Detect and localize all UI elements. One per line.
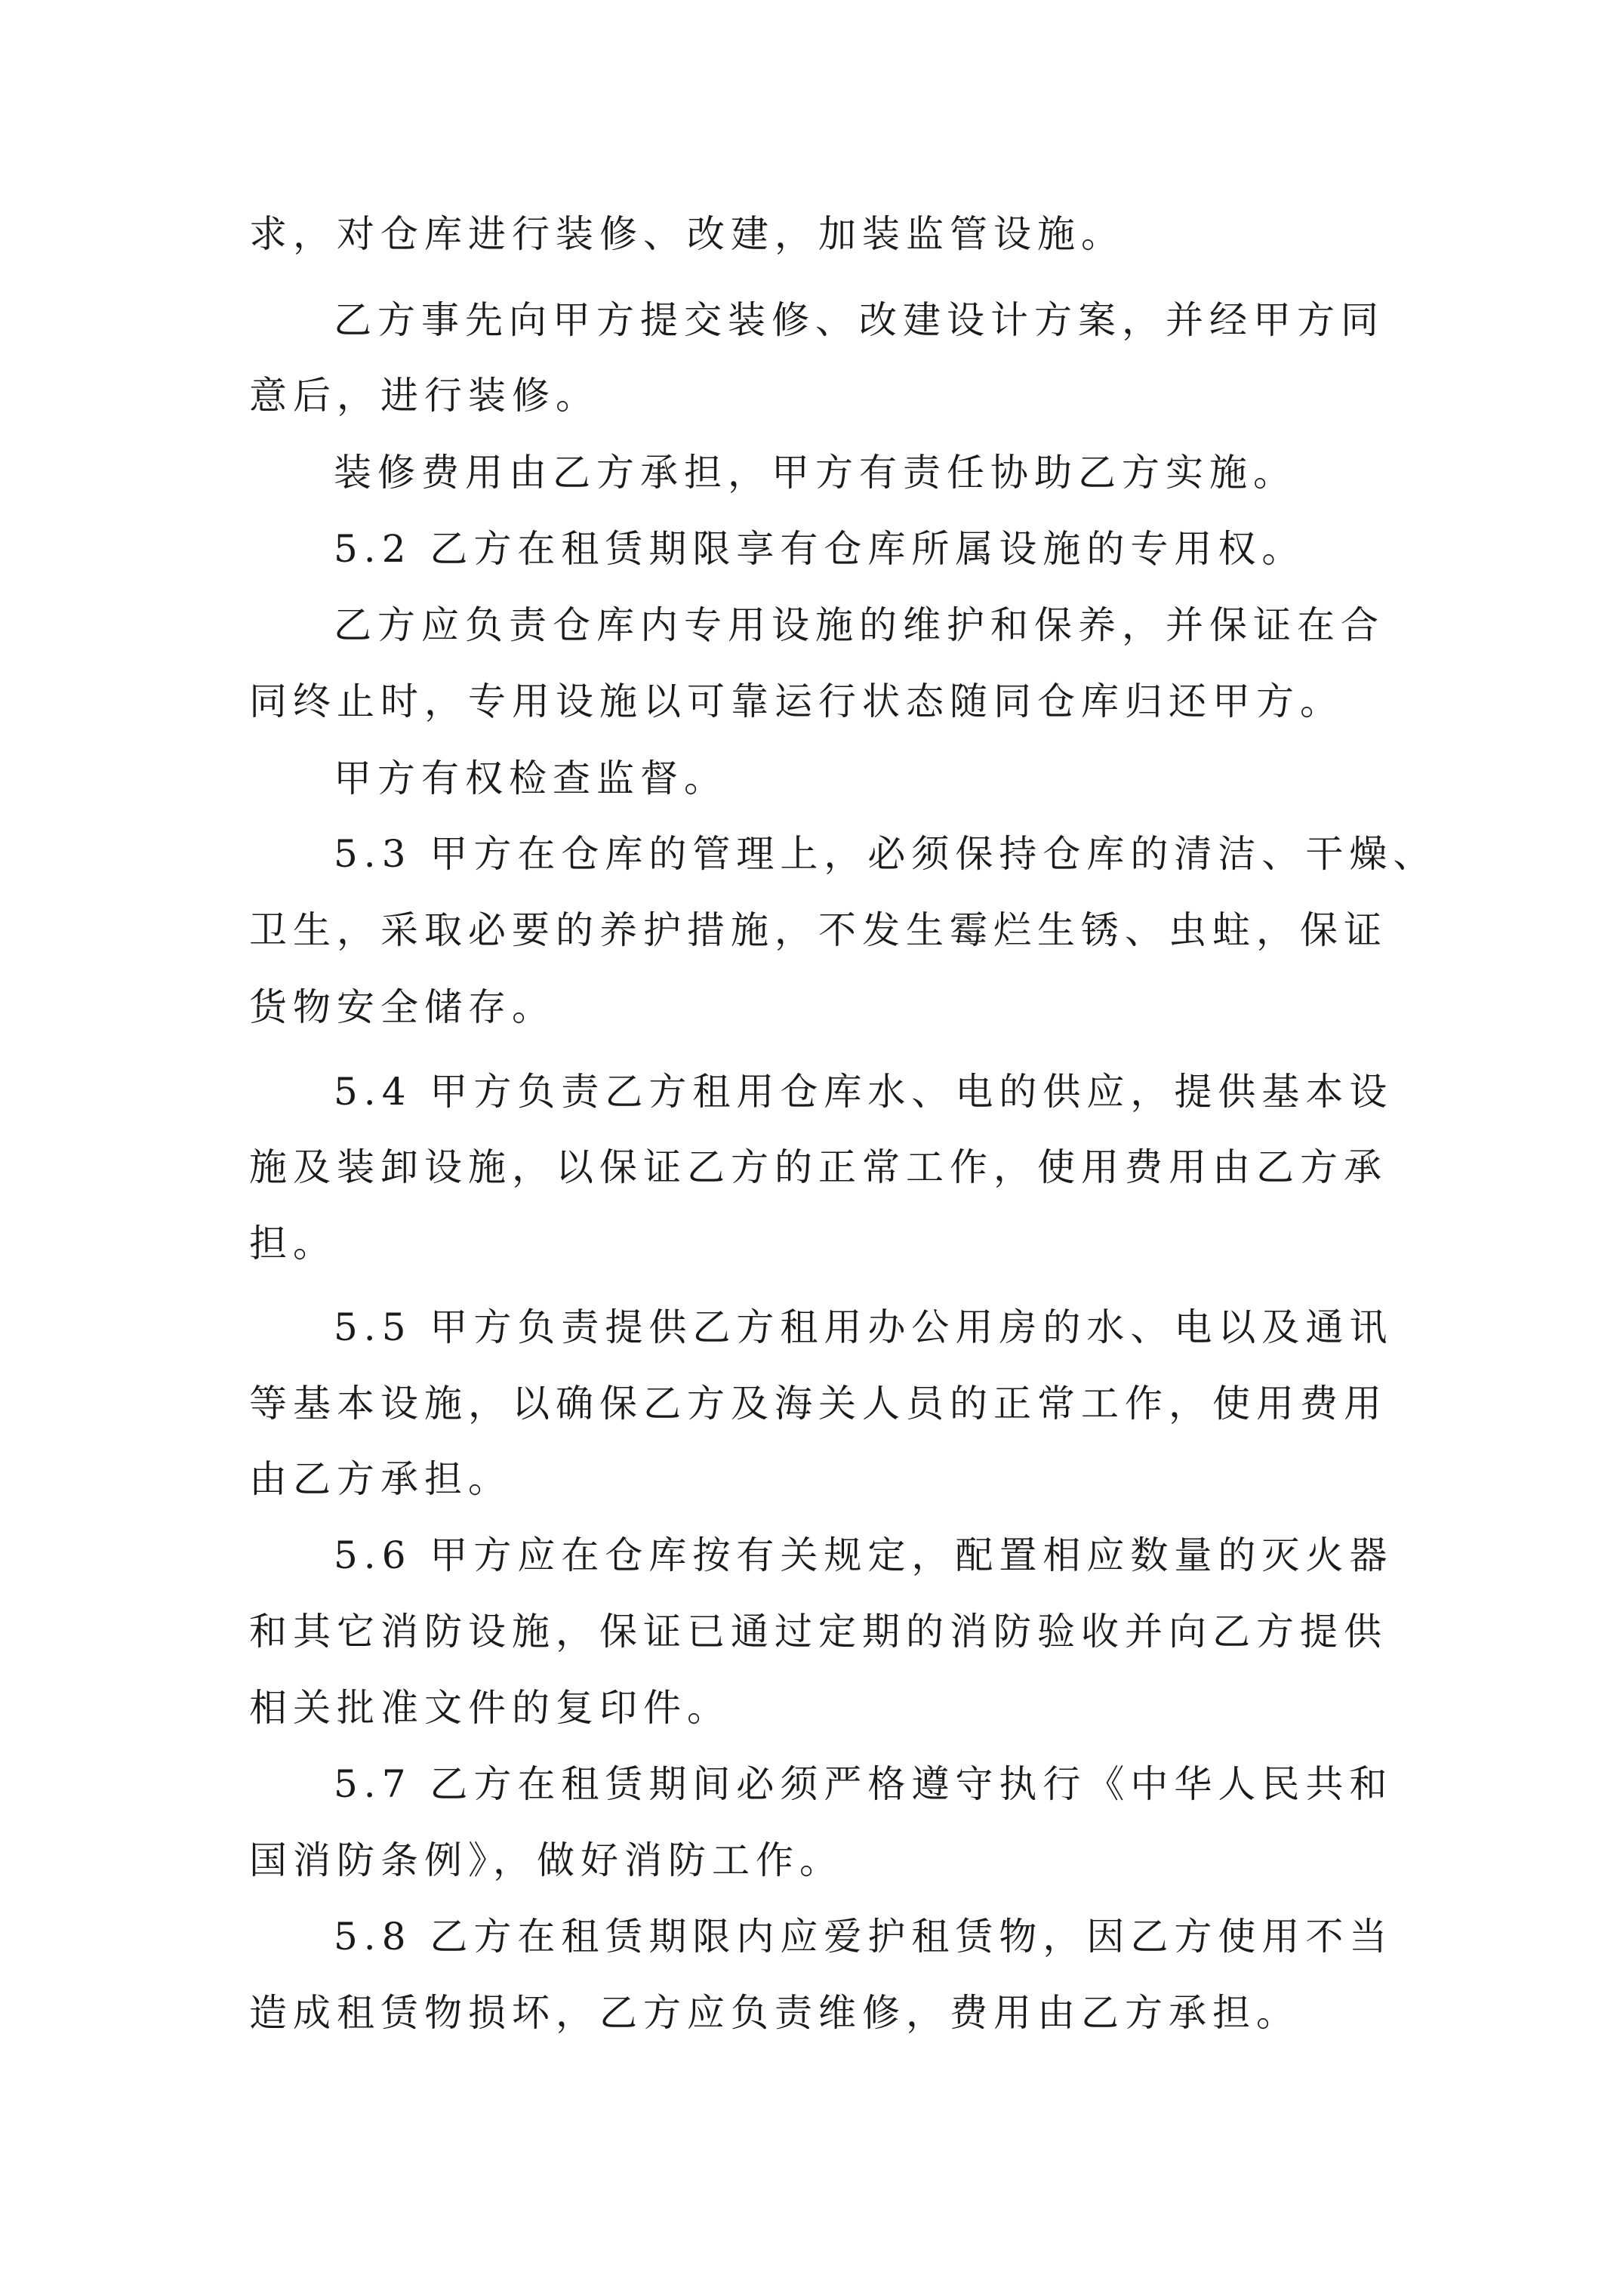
text-line: 和其它消防设施，保证已通过定期的消防验收并向乙方提供: [249, 1610, 1387, 1653]
paragraph-line: 5.2 乙方在租赁期限享有仓库所属设施的专用权。: [334, 527, 1306, 571]
text-line: 造成租赁物损坏，乙方应负责维修，费用由乙方承担。: [249, 1991, 1300, 2035]
paragraph-line: 乙方应负责仓库内专用设施的维护和保养，并保证在合: [334, 603, 1384, 647]
text-line: 求，对仓库进行装修、改建，加装监管设施。: [249, 212, 1125, 256]
text-line: 相关批准文件的复印件。: [249, 1686, 731, 1730]
text-line: 意后，进行装修。: [249, 374, 599, 418]
paragraph-line: 5.6 甲方应在仓库按有关规定，配置相应数量的灭火器: [334, 1533, 1394, 1577]
text-line: 担。: [249, 1222, 337, 1265]
text-line: 施及装卸设施，以保证乙方的正常工作，使用费用由乙方承: [249, 1145, 1387, 1189]
text-line: 由乙方承担。: [249, 1457, 512, 1501]
paragraph-line: 5.5 甲方负责提供乙方租用办公用房的水、电以及通讯: [334, 1305, 1394, 1349]
paragraph-line: 甲方有权检查监督。: [334, 757, 728, 800]
paragraph-line: 5.3 甲方在仓库的管理上，必须保持仓库的清洁、干燥、: [334, 832, 1437, 876]
paragraph-line: 5.7 乙方在租赁期间必须严格遵守执行《中华人民共和: [334, 1762, 1394, 1806]
paragraph-line: 乙方事先向甲方提交装修、改建设计方案，并经甲方同: [334, 298, 1384, 342]
text-line: 货物安全储存。: [249, 985, 556, 1029]
paragraph-line: 5.4 甲方负责乙方租用仓库水、电的供应，提供基本设: [334, 1070, 1394, 1114]
text-line: 同终止时，专用设施以可靠运行状态随同仓库归还甲方。: [249, 680, 1344, 723]
text-line: 等基本设施，以确保乙方及海关人员的正常工作，使用费用: [249, 1382, 1387, 1425]
text-line: 国消防条例》，做好消防工作。: [249, 1838, 843, 1882]
paragraph-line: 装修费用由乙方承担，甲方有责任协助乙方实施。: [334, 451, 1297, 495]
text-line: 卫生，采取必要的养护措施，不发生霉烂生锈、虫蛀，保证: [249, 908, 1387, 952]
paragraph-line: 5.8 乙方在租赁期限内应爱护租赁物，因乙方使用不当: [334, 1915, 1394, 1959]
